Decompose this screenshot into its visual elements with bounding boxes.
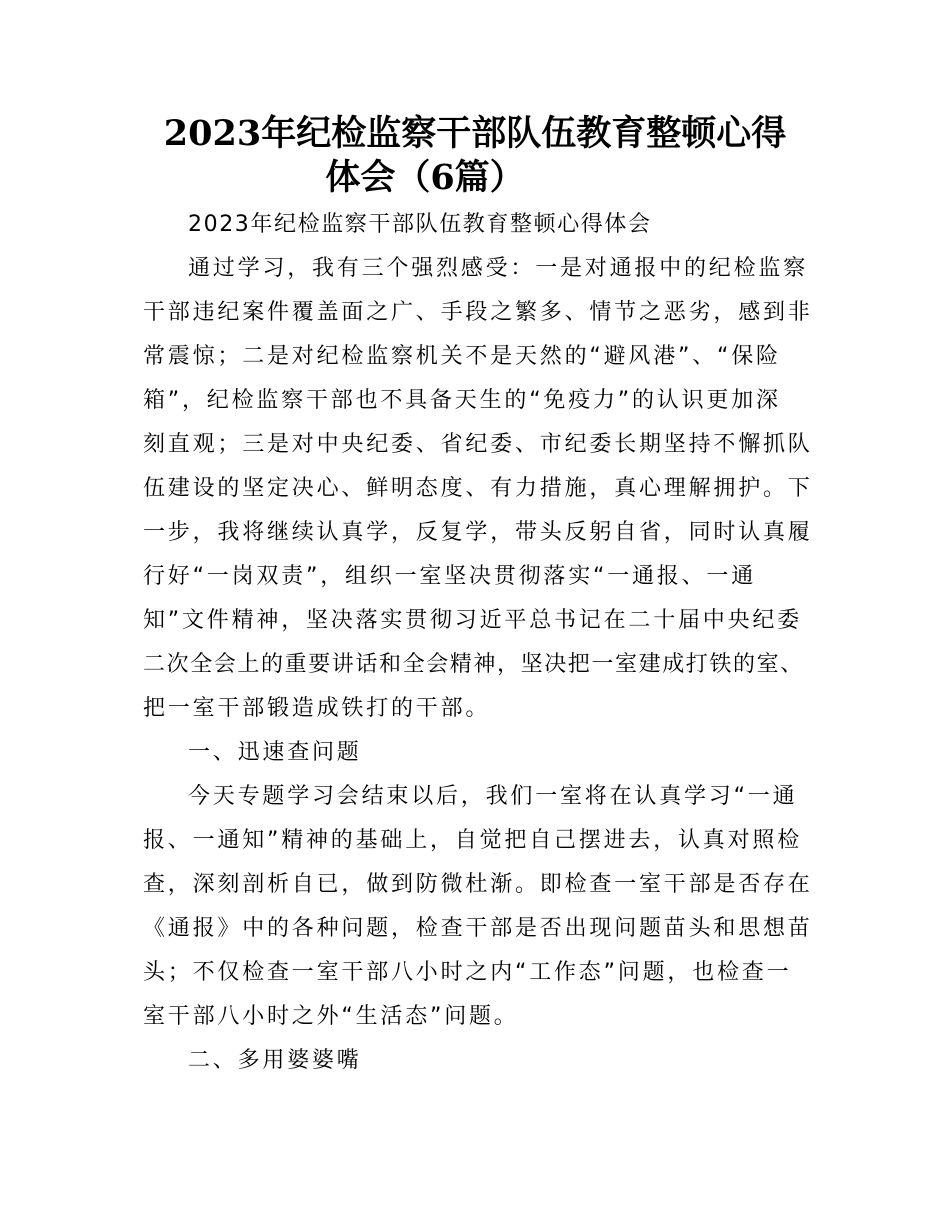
document-title-line-1: 2023年纪检监察干部队伍教育整顿心得 bbox=[163, 113, 787, 154]
paragraph-2-line: 查，深刻剖析自已，做到防微杜渐。即检查一室干部是否存在 bbox=[143, 872, 813, 897]
document-subtitle: 2023年纪检监察干部队伍教育整顿心得体会 bbox=[188, 212, 652, 237]
paragraph-1-line: 把一室干部锻造成铁打的干部。 bbox=[143, 696, 491, 721]
paragraph-2-line: 《通报》中的各种问题，检查干部是否出现问题苗头和思想苗 bbox=[143, 916, 813, 941]
paragraph-1-line: 二次全会上的重要讲话和全会精神，坚决把一室建成打铁的室、 bbox=[143, 652, 804, 677]
paragraph-1-line: 伍建设的坚定决心、鲜明态度、有力措施，真心理解拥护。下 bbox=[143, 476, 813, 501]
paragraph-2-line: 今天专题学习会结束以后，我们一室将在认真学习“一通 bbox=[188, 784, 798, 809]
paragraph-2-line: 头；不仅检查一室干部八小时之内“工作态”问题，也检查一 bbox=[143, 960, 792, 985]
document-title-line-2: 体会（6篇） bbox=[325, 157, 525, 198]
paragraph-2-line: 室干部八小时之外“生活态”问题。 bbox=[143, 1004, 519, 1029]
paragraph-1-line: 通过学习，我有三个强烈感受：一是对通报中的纪检监察 bbox=[188, 256, 809, 281]
paragraph-1-line: 刻直观；三是对中央纪委、省纪委、市纪委长期坚持不懈抓队 bbox=[143, 432, 813, 457]
paragraph-1-line: 一步，我将继续认真学，反复学，带头反躬自省，同时认真履 bbox=[143, 520, 813, 545]
section-heading-2: 二、多用婆婆嘴 bbox=[188, 1048, 362, 1073]
paragraph-1-line: 行好“一岗双责”，组织一室坚决贯彻落实“一通报、一通 bbox=[143, 564, 756, 589]
paragraph-1-line: 干部违纪案件覆盖面之广、手段之繁多、情节之恶劣，感到非 bbox=[143, 300, 813, 325]
section-heading-1: 一、迅速查问题 bbox=[188, 740, 362, 765]
paragraph-1-line: 箱”，纪检监察干部也不具备天生的“免疫力”的认识更加深 bbox=[143, 388, 781, 413]
paragraph-1-line: 知”文件精神，坚决落实贯彻习近平总书记在二十届中央纪委 bbox=[143, 608, 802, 633]
paragraph-2-line: 报、一通知”精神的基础上，自觉把自己摆进去，认真对照检 bbox=[143, 828, 802, 853]
paragraph-1-line: 常震惊；二是对纪检监察机关不是天然的“避风港”、“保险 bbox=[143, 344, 781, 369]
